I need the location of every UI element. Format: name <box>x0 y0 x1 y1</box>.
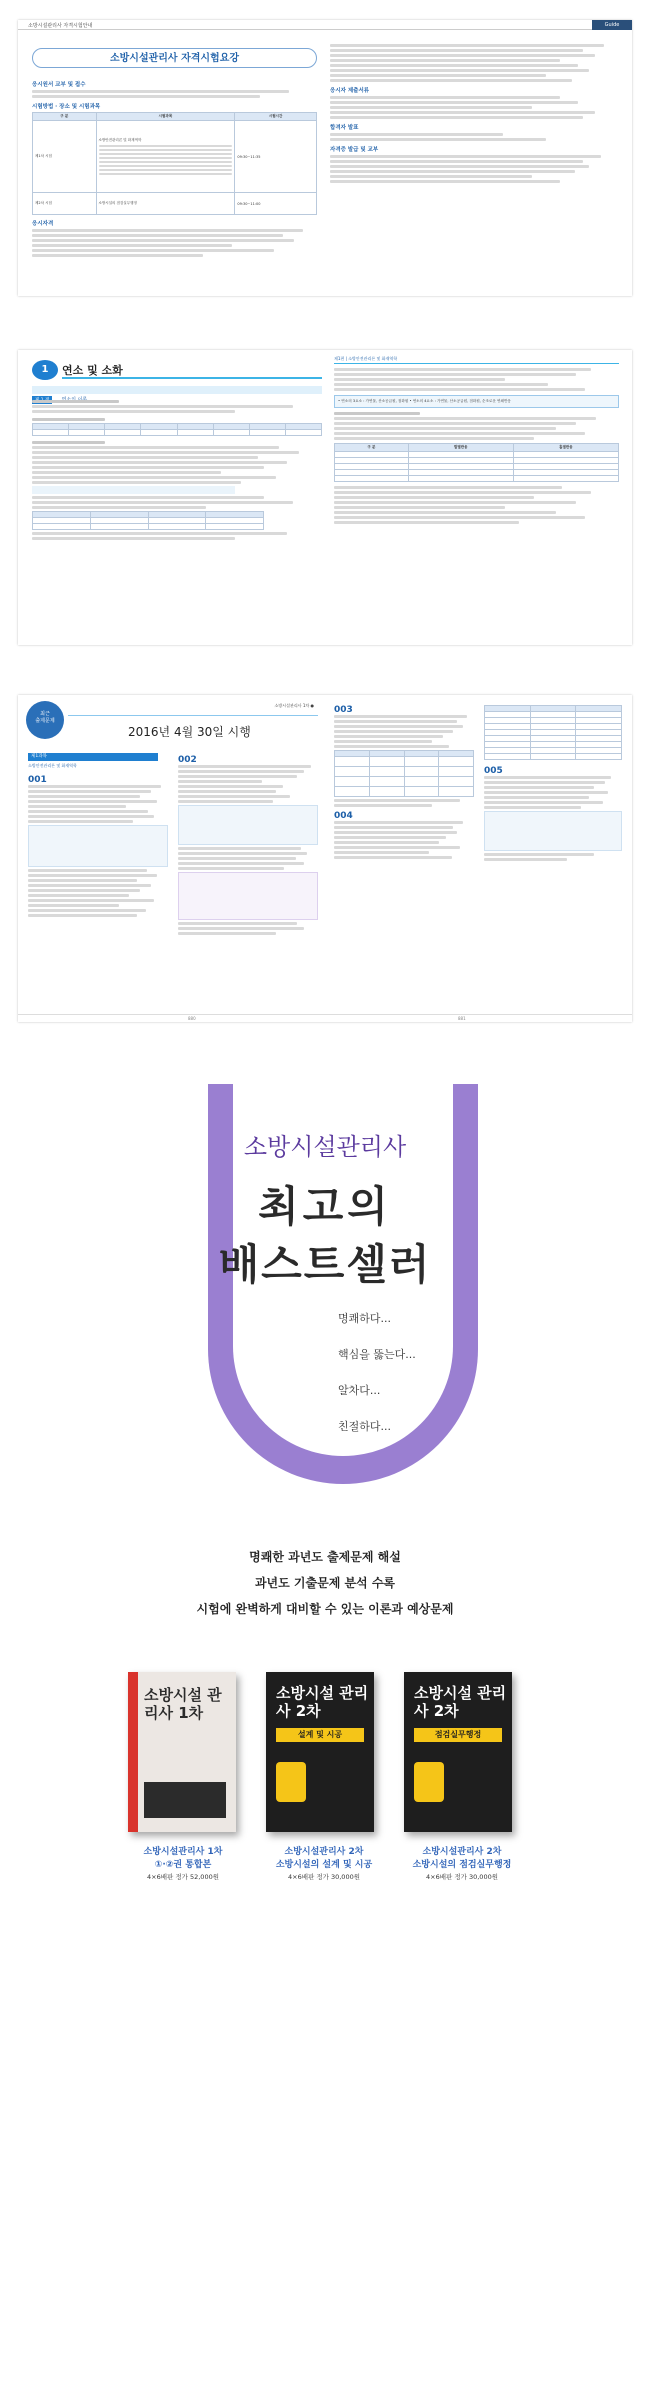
subject-title: 소방안전관리론 및 화재역학 <box>28 763 77 768</box>
book-subtitle: ①·②권 통합본 <box>154 1860 212 1870</box>
section-body <box>330 155 618 183</box>
subject-tag <box>28 753 158 761</box>
book-cover-sub: 설계 및 시공 <box>276 1728 364 1742</box>
table-cell: 제2차 시험 <box>33 193 97 215</box>
section-body <box>32 90 317 98</box>
table-header: 흡열반응 <box>513 444 618 452</box>
page-number: 881 <box>458 1016 466 1021</box>
table-header: 시험과목 <box>96 113 235 121</box>
badge-bottom: 출제문제 <box>35 718 55 724</box>
book-name: 소방시설관리사 2차 <box>284 1847 364 1857</box>
header-tab: Guide <box>592 20 632 30</box>
question-body <box>28 785 168 917</box>
column-body <box>330 44 618 82</box>
slogan: 친절하다... <box>338 1420 391 1433</box>
section-heading: 응시자격 <box>32 221 54 227</box>
page-title: 소방시설관리사 자격시험요강 <box>32 48 317 68</box>
left-body <box>32 400 322 540</box>
exam-table <box>32 112 317 215</box>
answer-table <box>334 750 474 797</box>
page-past-exam <box>18 695 632 1022</box>
book-cover-sub: 점검실무행정 <box>414 1728 502 1742</box>
past-exam-badge <box>26 701 64 739</box>
page-number: 880 <box>188 1016 196 1021</box>
section-heading: 자격증 발급 및 교부 <box>330 147 379 153</box>
question-body <box>178 765 318 935</box>
book-subtitle: 소방시설의 점검실무행정 <box>412 1860 512 1870</box>
book-cover-2[interactable] <box>266 1672 374 1832</box>
book-cover-title: 소방시설 관리사 1차 <box>144 1686 222 1722</box>
table-header: 구 분 <box>335 444 409 452</box>
table-header: 발열반응 <box>408 444 513 452</box>
bestseller-ad <box>18 1084 632 2390</box>
slogan: 핵심을 뚫는다... <box>338 1348 416 1361</box>
desc-line: 시험에 완벽하게 대비할 수 있는 이론과 예상문제 <box>196 1602 454 1616</box>
question-number: 001 <box>28 775 47 785</box>
badge-top: 최근 <box>40 711 50 717</box>
book-price: 4×6배판 정가 30,000원 <box>426 1873 498 1881</box>
book-name: 소방시설관리사 1차 <box>143 1847 223 1857</box>
page-guide <box>18 20 632 296</box>
slogan: 알차다... <box>338 1384 381 1397</box>
book-cover-3[interactable] <box>404 1672 512 1832</box>
right-body <box>334 412 619 440</box>
table-cell: 제1차 시험 <box>33 121 97 193</box>
section-body <box>32 229 317 257</box>
question-body <box>334 715 474 807</box>
headline-line1: 최고의 <box>258 1182 392 1231</box>
table-cell-text: 소방안전관리론 및 화재역학 <box>98 138 142 142</box>
data-table <box>32 511 264 530</box>
question-number: 004 <box>334 811 353 821</box>
question-number: 003 <box>334 705 353 715</box>
section-heading: 응시자 제출서류 <box>330 88 370 94</box>
table-cell <box>96 121 235 193</box>
table-header: 구 분 <box>33 113 97 121</box>
reaction-table <box>334 443 619 482</box>
question-number: 005 <box>484 766 503 776</box>
exam-title: 2016년 4월 30일 시행 <box>128 725 251 739</box>
book-price: 4×6배판 정가 52,000원 <box>147 1873 219 1881</box>
book-cover-title: 소방시설 관리사 2차 <box>276 1684 369 1720</box>
table-cell: 09:30~11:35 <box>235 121 317 193</box>
page-chapter-1 <box>18 350 632 645</box>
table-cell: 소방시설의 점검실무행정 <box>96 193 235 215</box>
book-cover-title: 소방시설 관리사 2차 <box>414 1684 507 1720</box>
question-body <box>484 776 622 861</box>
right-body <box>334 368 619 391</box>
book-subtitle: 소방시설의 설계 및 시공 <box>275 1860 373 1870</box>
question-number: 002 <box>178 755 197 765</box>
book-cover-1[interactable] <box>128 1672 236 1832</box>
section-body <box>330 96 618 119</box>
header-left: 소방시설관리사 자격시험안내 <box>28 23 93 29</box>
right-header: 소방시설관리사 1차 ● <box>274 703 314 708</box>
right-body <box>334 486 619 524</box>
chapter-rule <box>62 377 322 379</box>
section-heading: 합격자 발표 <box>330 125 359 131</box>
chapter-title: 연소 및 소화 <box>62 364 123 377</box>
series-name: 소방시설관리사 <box>243 1133 407 1161</box>
book-price: 4×6배판 정가 30,000원 <box>288 1873 360 1881</box>
table-header: 시험시간 <box>235 113 317 121</box>
slogan: 명쾌하다... <box>338 1312 391 1325</box>
table-cell: 09:30~11:00 <box>235 193 317 215</box>
side-table <box>484 705 622 760</box>
headline-line2: 배스트셀러 <box>218 1240 432 1289</box>
book-name: 소방시설관리사 2차 <box>422 1847 502 1857</box>
section-heading: 시험방법 · 장소 및 시험과목 <box>32 104 101 110</box>
section-heading: 응시원서 교부 및 접수 <box>32 82 86 88</box>
concept-box: • 연소의 3요소 : 가연물, 산소공급원, 점화원 • 연소의 4요소 : 가연물, 산소공급원, 점화원, 순조로운 연쇄반응 <box>334 395 619 408</box>
chapter-number: 1 <box>32 360 58 380</box>
running-header: 제1편 | 소방안전관리론 및 화재역학 <box>334 356 619 364</box>
desc-line: 과년도 기출문제 분석 수록 <box>254 1576 396 1590</box>
question-body <box>334 821 474 859</box>
section-body <box>330 133 618 141</box>
data-table <box>32 423 322 436</box>
desc-line: 명쾌한 과년도 출제문제 해설 <box>249 1550 401 1564</box>
subject-tag-label: 제1과목 <box>31 754 47 759</box>
